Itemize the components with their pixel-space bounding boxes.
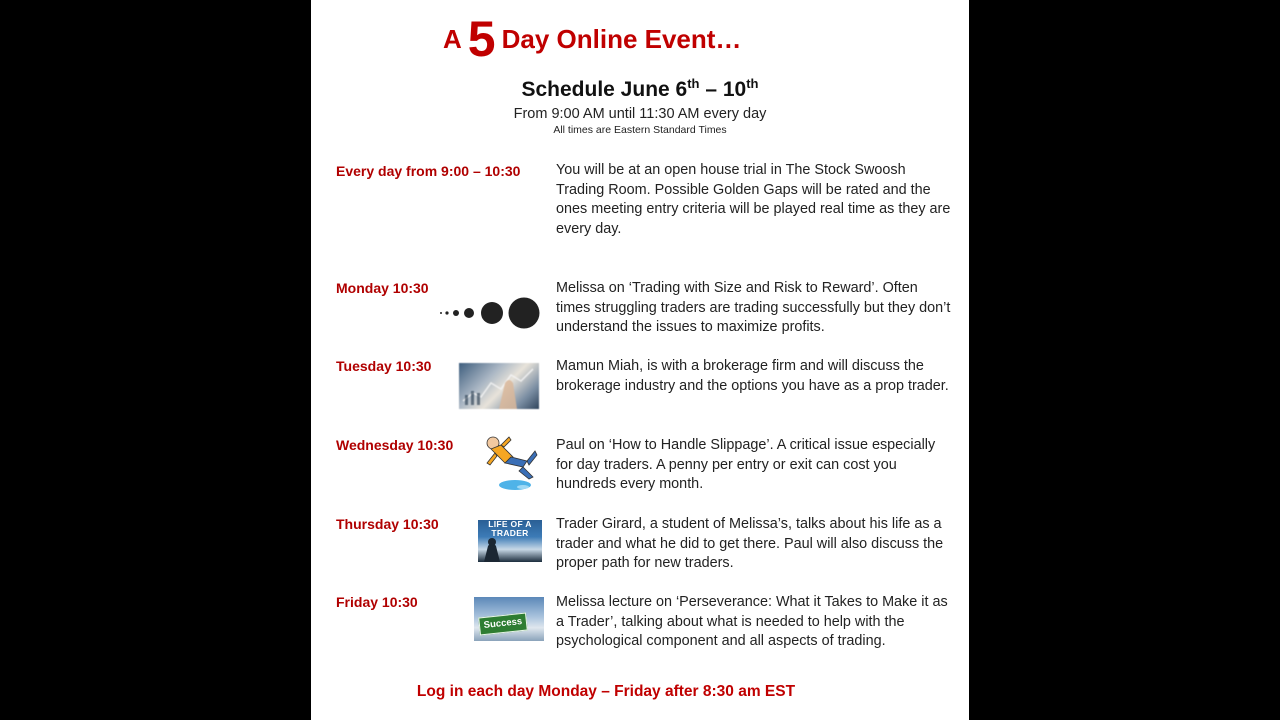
schedule-end: – 10 (699, 78, 747, 101)
life-of-a-trader-image (478, 520, 542, 562)
entry-description-thursday: Trader Girard, a student of Melissa’s, talks about his life as a trader and what he did to get there. Paul will also discuss the proper path for new traders. (556, 516, 944, 572)
entry-label-friday: Friday 10:30 (336, 594, 418, 610)
growing-dots-icon (439, 296, 543, 330)
event-hours: From 9:00 AM until 11:30 AM every day (513, 106, 767, 122)
entry-label-wednesday: Wednesday 10:30 (336, 437, 454, 453)
stock-chart-hand-image (459, 363, 539, 409)
title-prefix: A (443, 24, 462, 54)
entry-description-friday: Melissa lecture on ‘Perseverance: What it Takes to Make it as a Trader’, talking about what is needed to help with the psychological component and all aspects of trading. (556, 594, 948, 650)
trader-silhouette-icon (478, 520, 542, 562)
entry-label-tuesday: Tuesday 10:30 (336, 358, 432, 374)
event-title (311, 0, 969, 67)
entry-label-thursday: Thursday 10:30 (336, 516, 439, 532)
title-rest: Day Online Event… (501, 24, 742, 54)
event-flyer (311, 0, 969, 720)
login-reminder: Log in each day Monday – Friday after 8:30 am EST (416, 683, 796, 700)
success-sign-caption: Success (478, 613, 528, 636)
slipping-man-icon (483, 433, 539, 493)
entry-label-monday: Monday 10:30 (336, 280, 429, 296)
entry-description-tuesday: Mamun Miah, is with a brokerage firm and will discuss the brokerage industry and the options you have as a prop trader. (556, 358, 949, 394)
success-sign-image (474, 597, 544, 641)
timezone-note: All times are Eastern Standard Times (553, 124, 727, 136)
entry-description-monday: Melissa on ‘Trading with Size and Risk to Reward’. Often times struggling traders are trading successfully but they don’t understand the issues to maximize profits. (556, 280, 951, 336)
title-number: 5 (467, 11, 496, 67)
life-of-a-trader-caption: LIFE OF A TRADER (488, 520, 532, 538)
entry-description-everyday: You will be at an open house trial in The Stock Swoosh Trading Room. Possible Golden Gaps will be rated and the ones meeting entry criteria will be played real time as they are every day. (556, 162, 951, 237)
schedule-heading (311, 76, 969, 102)
chart-hand-overlay-icon (459, 363, 539, 409)
schedule-start-sup: th (687, 76, 700, 91)
entry-label-everyday: Every day from 9:00 – 10:30 (336, 163, 521, 179)
schedule-label: Schedule June 6 (521, 78, 688, 101)
entry-description-wednesday: Paul on ‘How to Handle Slippage’. A critical issue especially for day traders. A penny per entry or exit can cost you hundreds every month. (556, 437, 936, 493)
schedule-end-sup: th (746, 76, 759, 91)
